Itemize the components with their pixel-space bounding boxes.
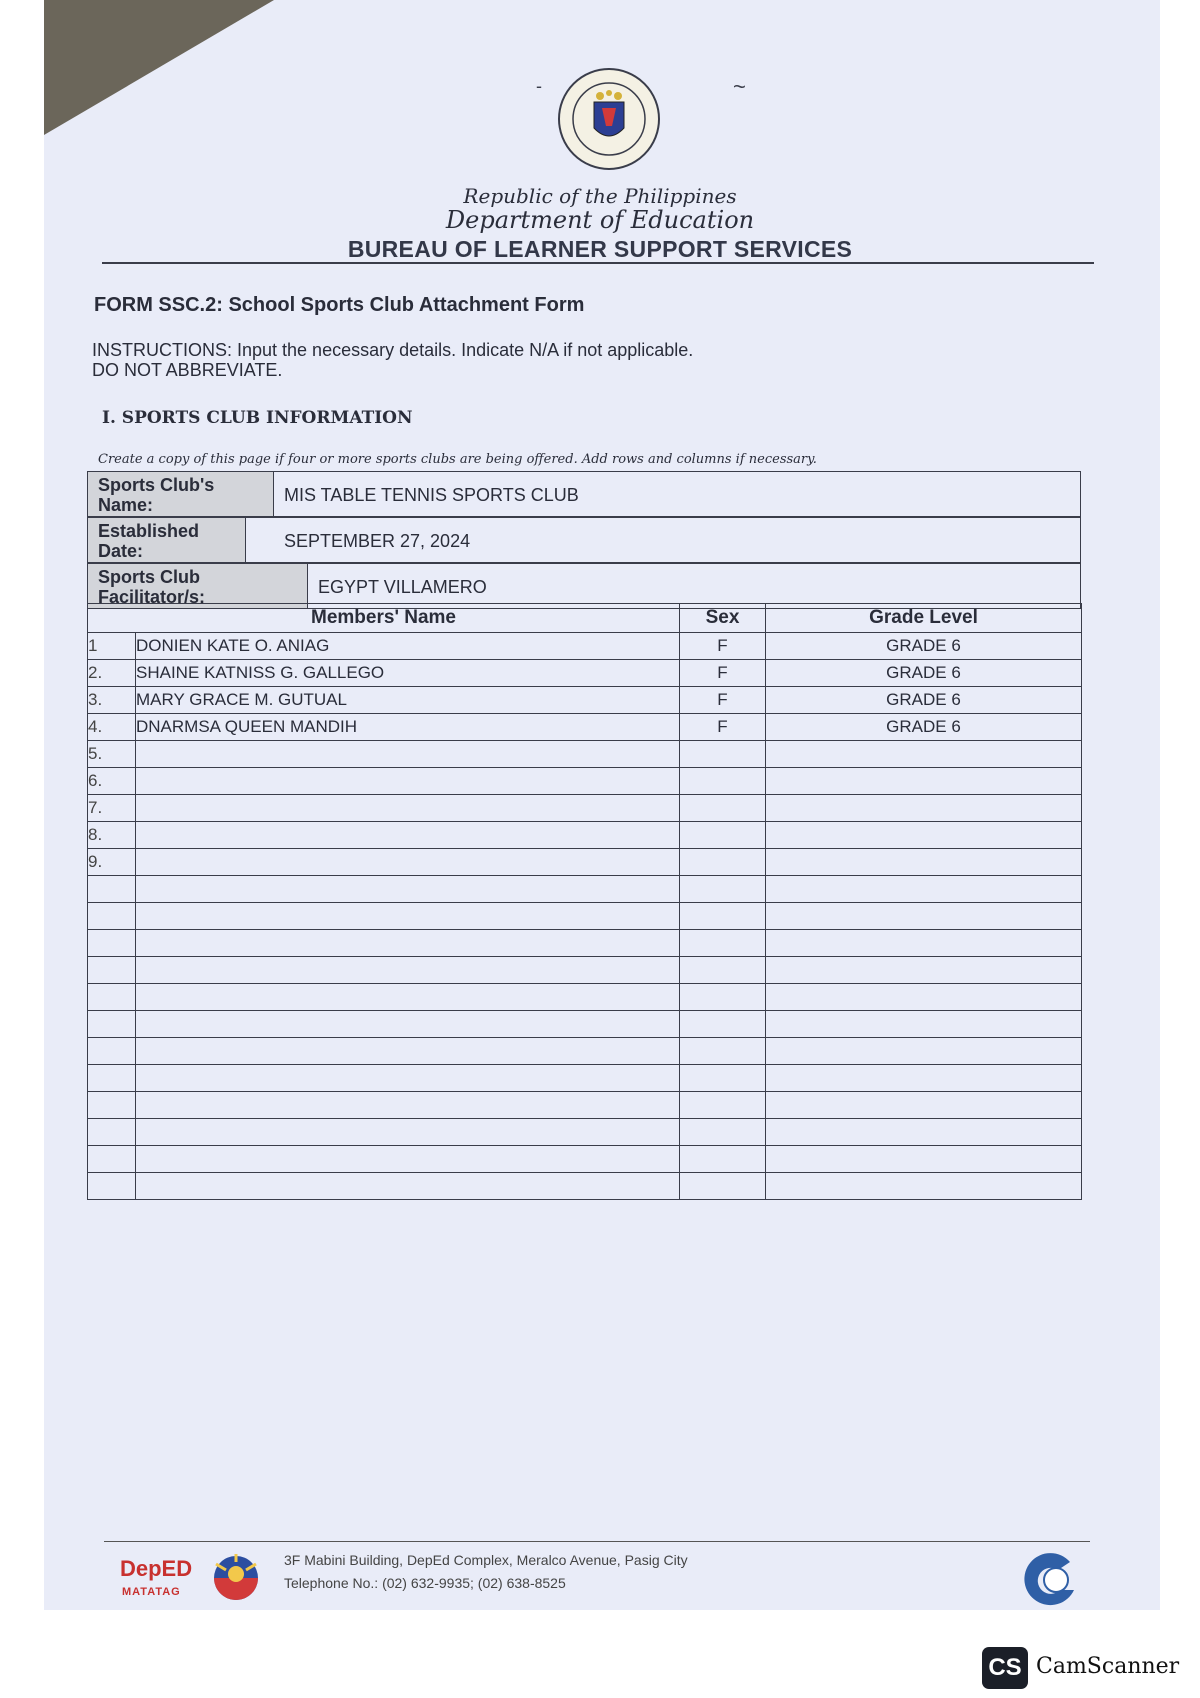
member-grade[interactable] [766, 1038, 1082, 1065]
member-name[interactable] [136, 1119, 680, 1146]
member-name[interactable] [136, 1065, 680, 1092]
member-grade[interactable] [766, 1011, 1082, 1038]
member-number: 1 [88, 633, 136, 660]
member-grade[interactable] [766, 1065, 1082, 1092]
member-number [88, 984, 136, 1011]
table-row [88, 984, 1082, 1011]
member-sex[interactable] [680, 1146, 766, 1173]
member-name[interactable] [136, 741, 680, 768]
table-row [88, 660, 1082, 687]
table-row [88, 822, 1082, 849]
member-sex[interactable] [680, 768, 766, 795]
member-name[interactable] [136, 1092, 680, 1119]
department-heading: Department of Education [445, 206, 755, 234]
table-row [88, 741, 1082, 768]
member-grade[interactable]: GRADE 6 [766, 633, 1082, 660]
member-sex[interactable]: F [680, 687, 766, 714]
member-sex[interactable]: F [680, 633, 766, 660]
member-sex[interactable] [680, 741, 766, 768]
member-sex[interactable] [680, 903, 766, 930]
pen-mark: - [536, 76, 542, 96]
deped-seal-icon [556, 66, 662, 172]
member-sex[interactable] [680, 984, 766, 1011]
table-row [88, 1038, 1082, 1065]
member-name[interactable] [136, 903, 680, 930]
header-divider [102, 262, 1094, 264]
member-sex[interactable] [680, 795, 766, 822]
club-name-label: Sports Club's Name: [88, 472, 274, 516]
matatag-label: MATATAG [122, 1586, 181, 1598]
member-number: 8. [88, 822, 136, 849]
table-row [88, 687, 1082, 714]
address-line-2: Telephone No.: (02) 632-9935; (02) 638-8525 [284, 1575, 566, 1591]
camscanner-name: CamScanner [1036, 1654, 1180, 1679]
footer-address [284, 1549, 688, 1595]
member-number: 5. [88, 741, 136, 768]
member-name[interactable] [136, 849, 680, 876]
member-grade[interactable] [766, 795, 1082, 822]
bagong-pilipinas-logo-icon [208, 1552, 264, 1602]
member-grade[interactable] [766, 984, 1082, 1011]
member-number [88, 1173, 136, 1200]
table-row [88, 795, 1082, 822]
member-number [88, 903, 136, 930]
member-grade[interactable] [766, 876, 1082, 903]
member-name[interactable] [136, 1146, 680, 1173]
instructions [92, 340, 693, 380]
member-sex[interactable] [680, 1173, 766, 1200]
member-number [88, 1119, 136, 1146]
member-number: 2. [88, 660, 136, 687]
member-name[interactable] [136, 795, 680, 822]
table-row [88, 633, 1082, 660]
member-number [88, 1011, 136, 1038]
table-row [88, 876, 1082, 903]
member-number: 3. [88, 687, 136, 714]
member-name[interactable]: MARY GRACE M. GUTUAL [136, 687, 680, 714]
bureau-heading: BUREAU OF LEARNER SUPPORT SERVICES [347, 236, 853, 262]
member-number: 9. [88, 849, 136, 876]
member-name[interactable]: DNARMSA QUEEN MANDIH [136, 714, 680, 741]
member-grade[interactable]: GRADE 6 [766, 714, 1082, 741]
member-number [88, 1065, 136, 1092]
grade-level-header: Grade Level [766, 604, 1082, 633]
table-row [88, 903, 1082, 930]
member-number: 6. [88, 768, 136, 795]
table-row [88, 1011, 1082, 1038]
member-grade[interactable] [766, 849, 1082, 876]
address-line-1: 3F Mabini Building, DepEd Complex, Meralco Avenue, Pasig City [284, 1552, 688, 1568]
section-heading: I. SPORTS CLUB INFORMATION [102, 408, 413, 428]
table-row [88, 1146, 1082, 1173]
member-sex[interactable]: F [680, 660, 766, 687]
member-grade[interactable] [766, 1146, 1082, 1173]
members-header-row [88, 604, 1082, 633]
copy-note: Create a copy of this page if four or more sports clubs are being offered. Add rows and columns if necessary. [98, 452, 817, 467]
member-grade[interactable] [766, 768, 1082, 795]
camscanner-badge-icon: CS [982, 1647, 1028, 1689]
member-name[interactable]: DONIEN KATE O. ANIAG [136, 633, 680, 660]
member-sex[interactable] [680, 1011, 766, 1038]
instructions-line-1: INSTRUCTIONS: Input the necessary details. Indicate N/A if not applicable. [92, 340, 694, 360]
table-row [88, 1173, 1082, 1200]
established-date-value[interactable]: SEPTEMBER 27, 2024 [284, 531, 471, 551]
member-name[interactable] [136, 957, 680, 984]
member-grade[interactable] [766, 1173, 1082, 1200]
member-grade[interactable] [766, 903, 1082, 930]
member-name[interactable] [136, 930, 680, 957]
member-grade[interactable] [766, 822, 1082, 849]
member-sex[interactable] [680, 1065, 766, 1092]
member-grade[interactable] [766, 930, 1082, 957]
handwritten-mark: ~ [733, 74, 746, 99]
footer-divider [104, 1541, 1090, 1542]
member-number [88, 1038, 136, 1065]
form-title: FORM SSC.2: School Sports Club Attachment Form [94, 294, 585, 316]
member-number [88, 876, 136, 903]
member-grade[interactable] [766, 957, 1082, 984]
instructions-line-2: DO NOT ABBREVIATE. [92, 360, 283, 380]
table-row [88, 957, 1082, 984]
deped-logo: DepED [120, 1556, 193, 1581]
member-number [88, 1092, 136, 1119]
member-sex[interactable] [680, 957, 766, 984]
table-row [88, 1065, 1082, 1092]
established-date-row [87, 517, 1081, 563]
facilitator-value[interactable]: EGYPT VILLAMERO [318, 577, 487, 597]
background-corner [44, 0, 274, 135]
table-row [88, 714, 1082, 741]
table-row [88, 1119, 1082, 1146]
member-sex[interactable] [680, 822, 766, 849]
member-grade[interactable] [766, 741, 1082, 768]
club-name-value[interactable]: MIS TABLE TENNIS SPORTS CLUB [284, 485, 579, 505]
member-grade[interactable]: GRADE 6 [766, 687, 1082, 714]
member-number: 4. [88, 714, 136, 741]
member-sex[interactable] [680, 1119, 766, 1146]
member-name[interactable] [136, 876, 680, 903]
member-name[interactable] [136, 768, 680, 795]
sex-header: Sex [680, 604, 766, 633]
member-name[interactable] [136, 1173, 680, 1200]
member-sex[interactable] [680, 1038, 766, 1065]
member-number: 7. [88, 795, 136, 822]
member-grade[interactable] [766, 1092, 1082, 1119]
table-row [88, 849, 1082, 876]
member-grade[interactable]: GRADE 6 [766, 660, 1082, 687]
table-row [88, 930, 1082, 957]
member-sex[interactable] [680, 876, 766, 903]
member-number [88, 1146, 136, 1173]
member-name[interactable]: SHAINE KATNISS G. GALLEGO [136, 660, 680, 687]
members-table [87, 603, 1082, 1200]
table-row [88, 1092, 1082, 1119]
member-number [88, 930, 136, 957]
member-number [88, 957, 136, 984]
member-name[interactable] [136, 984, 680, 1011]
member-name[interactable] [136, 1011, 680, 1038]
member-name[interactable] [136, 1038, 680, 1065]
club-name-row [87, 471, 1081, 517]
table-row [88, 768, 1082, 795]
established-date-label: Established Date: [88, 518, 246, 562]
members-name-header: Members' Name [88, 604, 680, 633]
member-sex[interactable] [680, 849, 766, 876]
member-sex[interactable]: F [680, 714, 766, 741]
member-grade[interactable] [766, 1119, 1082, 1146]
member-sex[interactable] [680, 1092, 766, 1119]
certification-logo-icon [1016, 1550, 1084, 1608]
member-name[interactable] [136, 822, 680, 849]
facilitator-label: Sports Club Facilitator/s: [88, 564, 308, 608]
member-sex[interactable] [680, 930, 766, 957]
republic-heading: Republic of the Philippines [463, 184, 737, 208]
